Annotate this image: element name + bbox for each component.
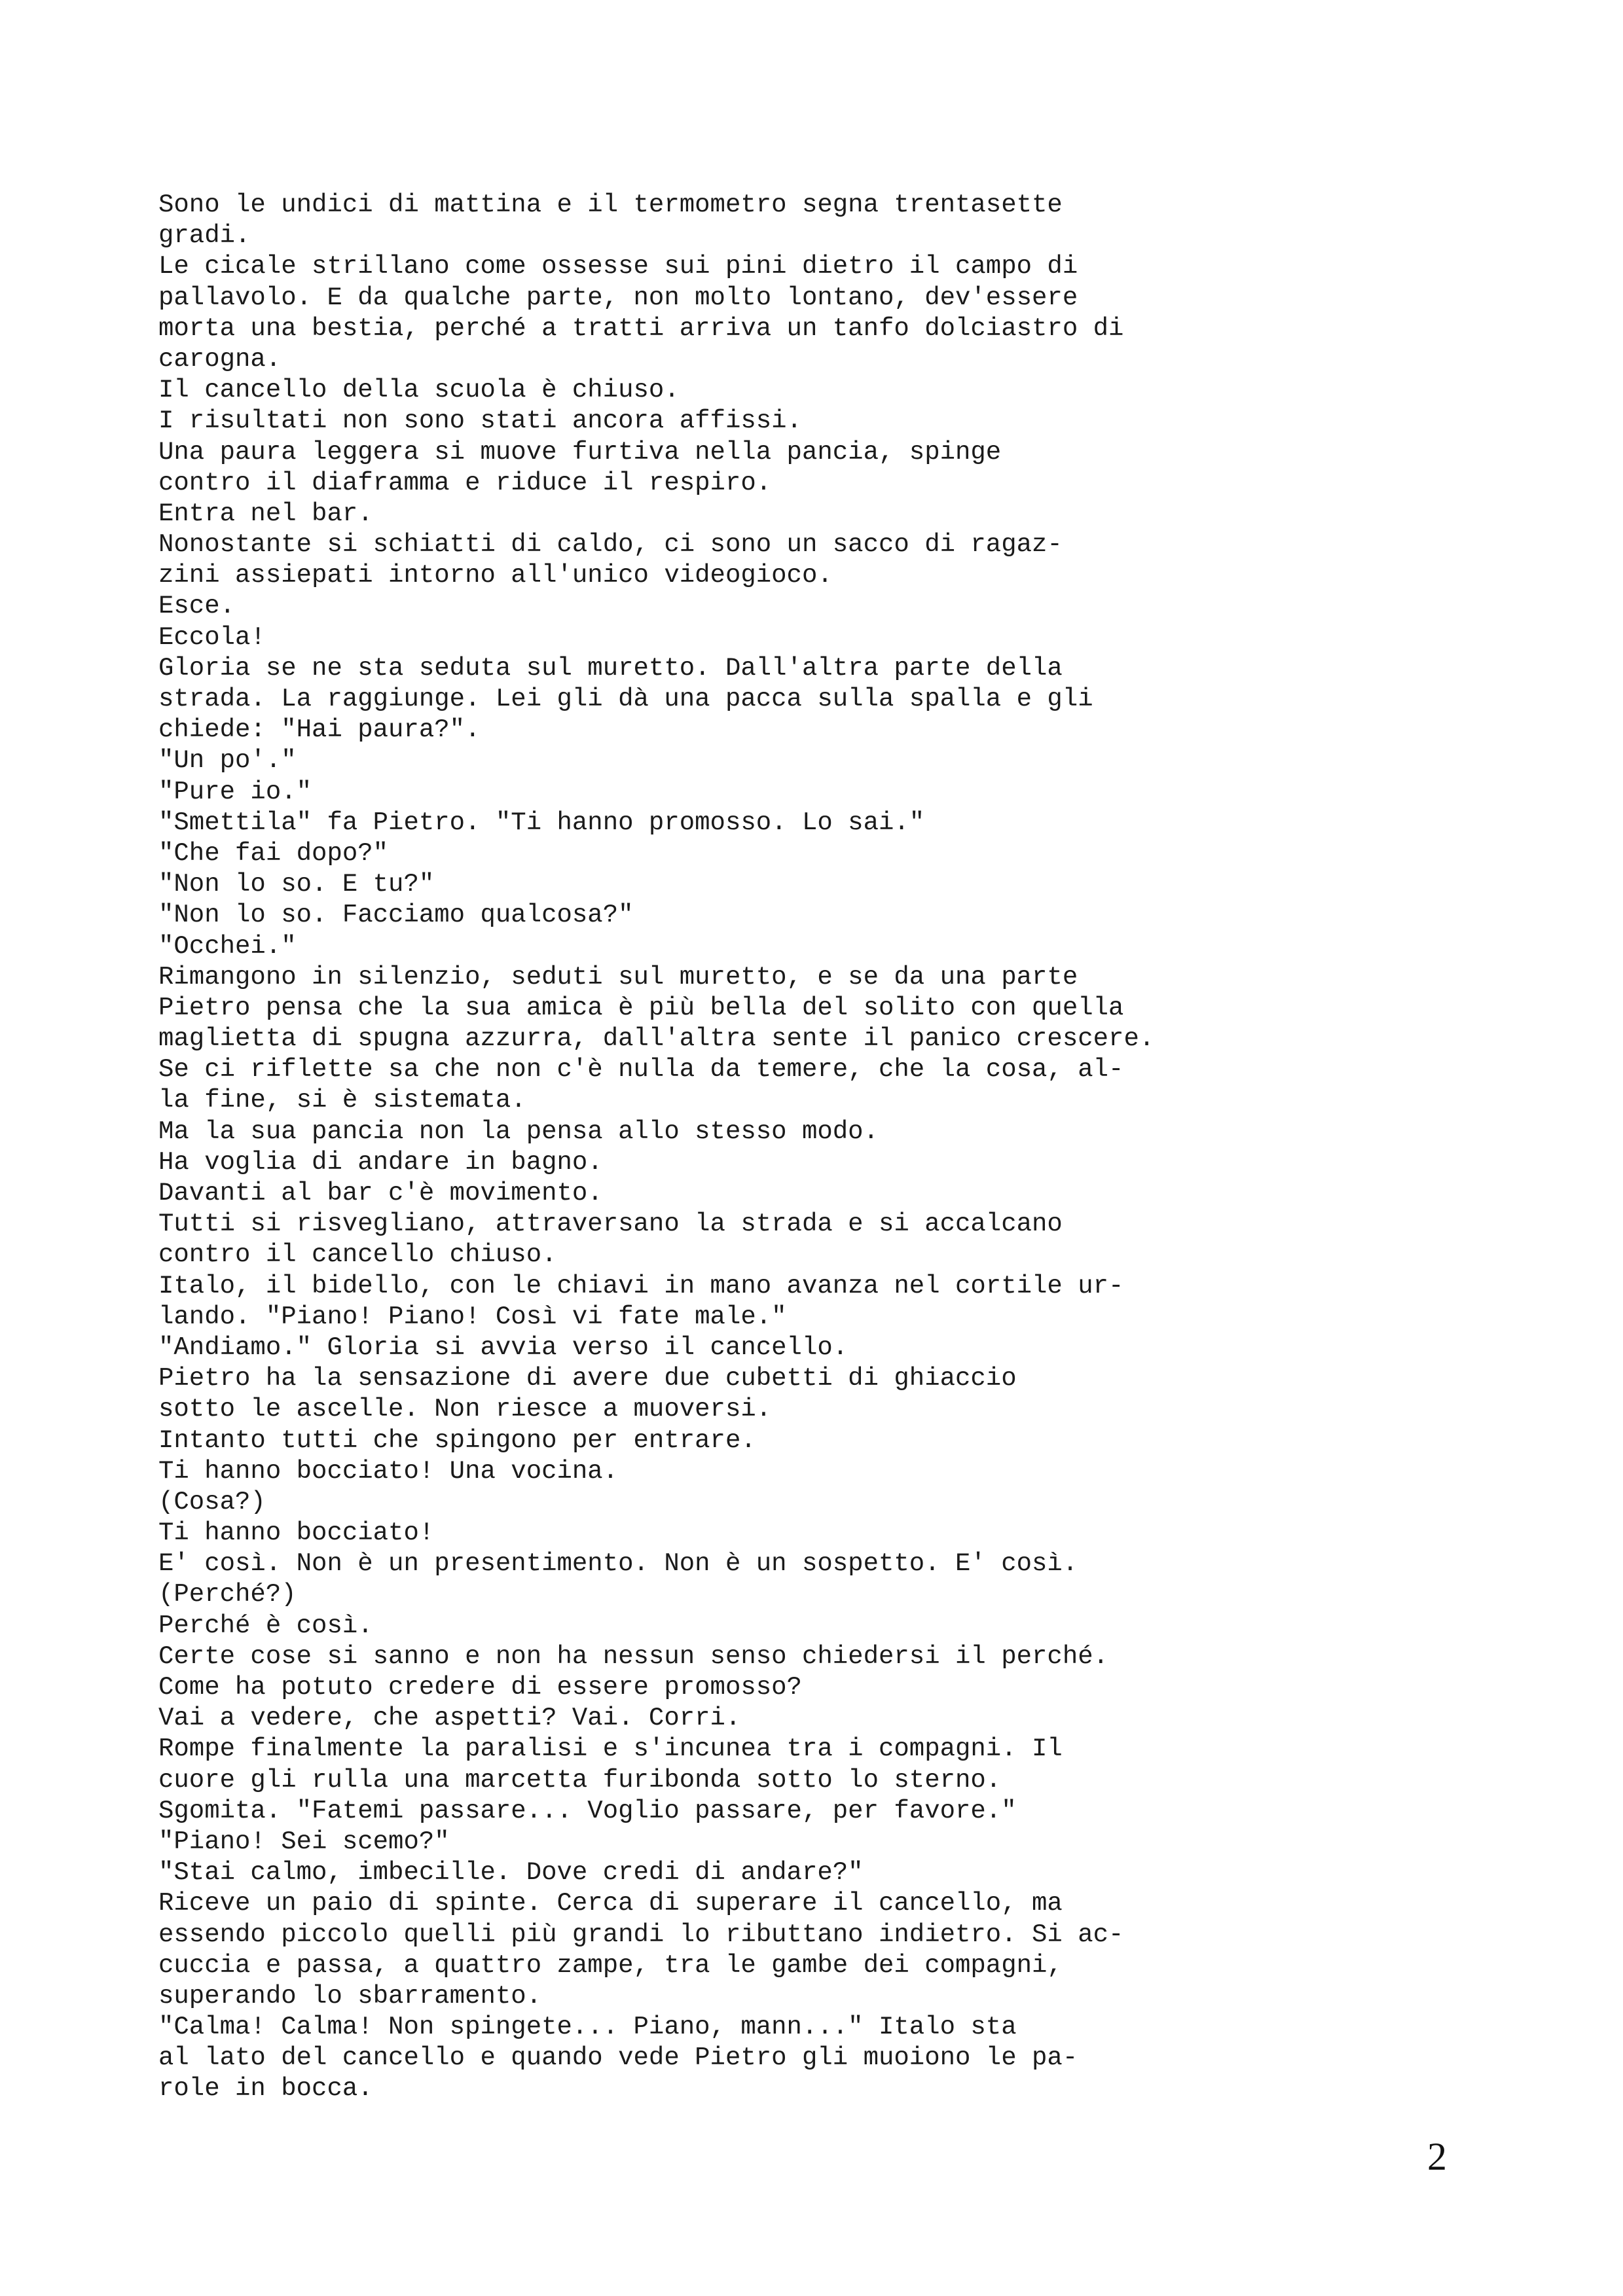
text-line: Riceve un paio di spinte. Cerca di superare il cancello, ma [158,1889,1063,1918]
text-line: "Non lo so. Facciamo qualcosa?" [158,901,634,930]
text-line: "Andiamo." Gloria si avvia verso il cancello. [158,1333,848,1362]
text-line: "Occhei." [158,931,297,961]
text-line: "Che fai dopo?" [158,838,389,868]
text-line: chiede: "Hai paura?". [158,715,481,745]
text-line: (Cosa?) [158,1487,266,1516]
text-line: Certe cose si sanno e non ha nessun senso chiedersi il perché. [158,1641,1109,1671]
text-line: maglietta di spugna azzurra, dall'altra sente il panico crescere. [158,1024,1155,1054]
text-line: "Smettila" fa Pietro. "Ti hanno promosso. Lo sai." [158,808,925,837]
text-line: Nonostante si schiatti di caldo, ci sono un sacco di ragaz- [158,530,1063,560]
text-line: Ti hanno bocciato! Una vocina. [158,1456,619,1486]
text-line: contro il diaframma e riduce il respiro. [158,468,772,497]
text-line: Perché è così. [158,1611,373,1640]
text-line: strada. La raggiunge. Lei gli dà una pacca sulla spalla e gli [158,685,1093,713]
text-line: role in bocca. [158,2074,373,2104]
text-line: Esce. [158,592,236,621]
text-line: sotto le ascelle. Non riesce a muoversi. [158,1395,772,1424]
text-line: Sgomita. "Fatemi passare... Voglio passare, per favore." [158,1796,1017,1825]
text-line: Rimangono in silenzio, seduti sul muretto, e se da una parte [158,962,1078,992]
text-line: Ha voglia di andare in bagno. [158,1147,603,1177]
text-line: pallavolo. E da qualche parte, non molto lontano, dev'essere [158,283,1078,312]
body-text [158,190,1468,2105]
text-line: I risultati non sono stati ancora affissi. [158,406,802,436]
text-line: Se ci riflette sa che non c'è nulla da temere, che la cosa, al- [158,1055,1124,1085]
text-line: al lato del cancello e quando vede Pietro gli muoiono le pa- [158,2043,1078,2073]
text-line: Come ha potuto credere di essere promosso? [158,1673,802,1702]
text-line: Il cancello della scuola è chiuso. [158,376,680,405]
text-line: Ma la sua pancia non la pensa allo stesso modo. [158,1117,879,1146]
text-line: "Un po'." [158,746,297,776]
text-line: Entra nel bar. [158,499,373,528]
text-line: la fine, si è sistemata. [158,1086,526,1115]
text-line: cuore gli rulla una marcetta furibonda sotto lo sterno. [158,1765,1002,1795]
page-number: 2 [1427,2135,1447,2178]
text-line: essendo piccolo quelli più grandi lo ributtano indietro. Si ac- [158,1920,1124,1949]
text-line: Vai a vedere, che aspetti? Vai. Corri. [158,1704,741,1733]
text-line: Eccola! [158,622,266,652]
text-line: lando. "Piano! Piano! Così vi fate male." [158,1302,787,1331]
text-line: Una paura leggera si muove furtiva nella pancia, spinge [158,437,1002,467]
text-line: superando lo sbarramento. [158,1981,542,2011]
text-line: cuccia e passa, a quattro zampe, tra le gambe dei compagni, [158,1950,1063,1980]
text-line: Rompe finalmente la paralisi e s'incunea tra i compagni. Il [158,1734,1063,1764]
text-line: Italo, il bidello, con le chiavi in mano avanza nel cortile ur- [158,1271,1124,1300]
text-line: carogna. [158,344,282,374]
text-line: "Non lo so. E tu?" [158,870,435,899]
text-line: Tutti si risvegliano, attraversano la strada e si accalcano [158,1210,1063,1239]
text-line: "Piano! Sei scemo?" [158,1827,450,1856]
text-line: morta una bestia, perché a tratti arriva un tanfo dolciastro di [158,314,1124,343]
text-line: Intanto tutti che spingono per entrare. [158,1426,756,1455]
text-line: Pietro pensa che la sua amica è più bella del solito con quella [158,993,1124,1022]
text-line: Ti hanno bocciato! [158,1518,435,1548]
text-line: zini assiepati intorno all'unico videogioco. [158,561,833,590]
text-line: "Stai calmo, imbecille. Dove credi di andare?" [158,1858,864,1888]
text-line: "Calma! Calma! Non spingete... Piano, mann..." Italo sta [158,2013,1017,2042]
text-line: E' così. Non è un presentimento. Non è un sospetto. E' così. [158,1549,1078,1579]
text-line: Davanti al bar c'è movimento. [158,1179,603,1208]
text-line: Sono le undici di mattina e il termometro segna trentasette [158,190,1063,219]
text-line: "Pure io." [158,777,312,806]
text-line: Gloria se ne sta seduta sul muretto. Dall'altra parte della [158,653,1063,683]
text-line: Pietro ha la sensazione di avere due cubetti di ghiaccio [158,1364,1017,1393]
text-line: (Perché?) [158,1580,297,1609]
text-line: gradi. [158,221,251,251]
text-line: Le cicale strillano come ossesse sui pini dietro il campo di [158,252,1078,281]
text-line: contro il cancello chiuso. [158,1240,557,1270]
